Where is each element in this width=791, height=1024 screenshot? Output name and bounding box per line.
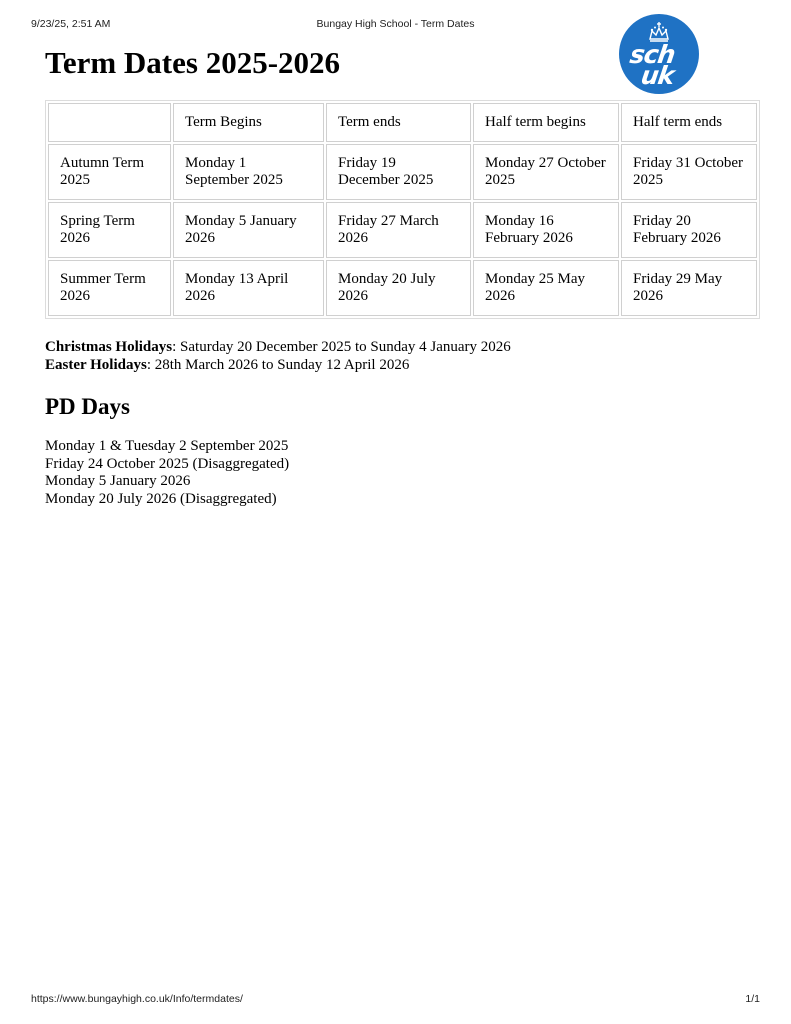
half-term-begins-cell: Monday 16 February 2026 xyxy=(473,202,619,258)
table-header-row xyxy=(48,103,757,142)
print-document-title: Bungay High School - Term Dates xyxy=(316,18,475,30)
pd-days-heading: PD Days xyxy=(45,394,130,419)
print-url: https://www.bungayhigh.co.uk/Info/termdates/ xyxy=(31,993,243,1005)
term-begins-cell: Monday 5 January 2026 xyxy=(173,202,324,258)
term-name-cell: Autumn Term 2025 xyxy=(48,144,171,200)
svg-text:sch: sch xyxy=(628,40,677,69)
half-term-begins-cell: Monday 25 May 2026 xyxy=(473,260,619,316)
term-dates-table xyxy=(45,100,760,319)
list-item: Friday 24 October 2025 (Disaggregated) xyxy=(45,455,290,472)
table-header-cell: Half term begins xyxy=(473,103,619,142)
easter-holidays-line xyxy=(45,357,511,375)
list-item: Monday 5 January 2026 xyxy=(45,473,191,489)
table-row xyxy=(48,260,757,316)
half-term-ends-cell: Friday 20 February 2026 xyxy=(621,202,757,258)
holiday-value: : 28th March 2026 to Sunday 12 April 2026 xyxy=(146,356,410,373)
list-item: Monday 20 July 2026 (Disaggregated) xyxy=(45,490,277,507)
print-datetime: 9/23/25, 2:51 AM xyxy=(31,18,111,30)
table-header-cell xyxy=(48,103,171,142)
half-term-ends-cell: Friday 31 October 2025 xyxy=(621,144,757,200)
term-ends-cell: Monday 20 July 2026 xyxy=(326,260,471,316)
table-header-cell: Term Begins xyxy=(173,103,324,142)
term-begins-cell: Monday 13 April 2026 xyxy=(173,260,324,316)
holiday-label: Easter Holidays xyxy=(45,356,147,373)
half-term-ends-cell: Friday 29 May 2026 xyxy=(621,260,757,316)
page-title: Term Dates 2025-2026 xyxy=(45,45,341,80)
holidays-section xyxy=(45,339,511,374)
christmas-holidays-line xyxy=(45,339,511,357)
table-row xyxy=(48,202,757,258)
pd-days-list xyxy=(45,438,289,508)
table-row xyxy=(48,144,757,200)
holiday-value: : Saturday 20 December 2025 to Sunday 4 January 2026 xyxy=(172,339,511,355)
term-begins-cell: Monday 1 September 2025 xyxy=(173,144,324,200)
svg-text:uk: uk xyxy=(639,61,676,90)
term-ends-cell: Friday 27 March 2026 xyxy=(326,202,471,258)
term-name-cell: Summer Term 2026 xyxy=(48,260,171,316)
table-header-cell: Term ends xyxy=(326,103,471,142)
half-term-begins-cell: Monday 27 October 2025 xyxy=(473,144,619,200)
term-ends-cell: Friday 19 December 2025 xyxy=(326,144,471,200)
holiday-label: Christmas Holidays xyxy=(45,339,173,355)
page-number: 1/1 xyxy=(745,993,760,1005)
sch-uk-logo-icon xyxy=(619,14,699,94)
table-header-cell: Half term ends xyxy=(621,103,757,142)
list-item: Monday 1 & Tuesday 2 September 2025 xyxy=(45,438,289,454)
term-name-cell: Spring Term 2026 xyxy=(48,202,171,258)
